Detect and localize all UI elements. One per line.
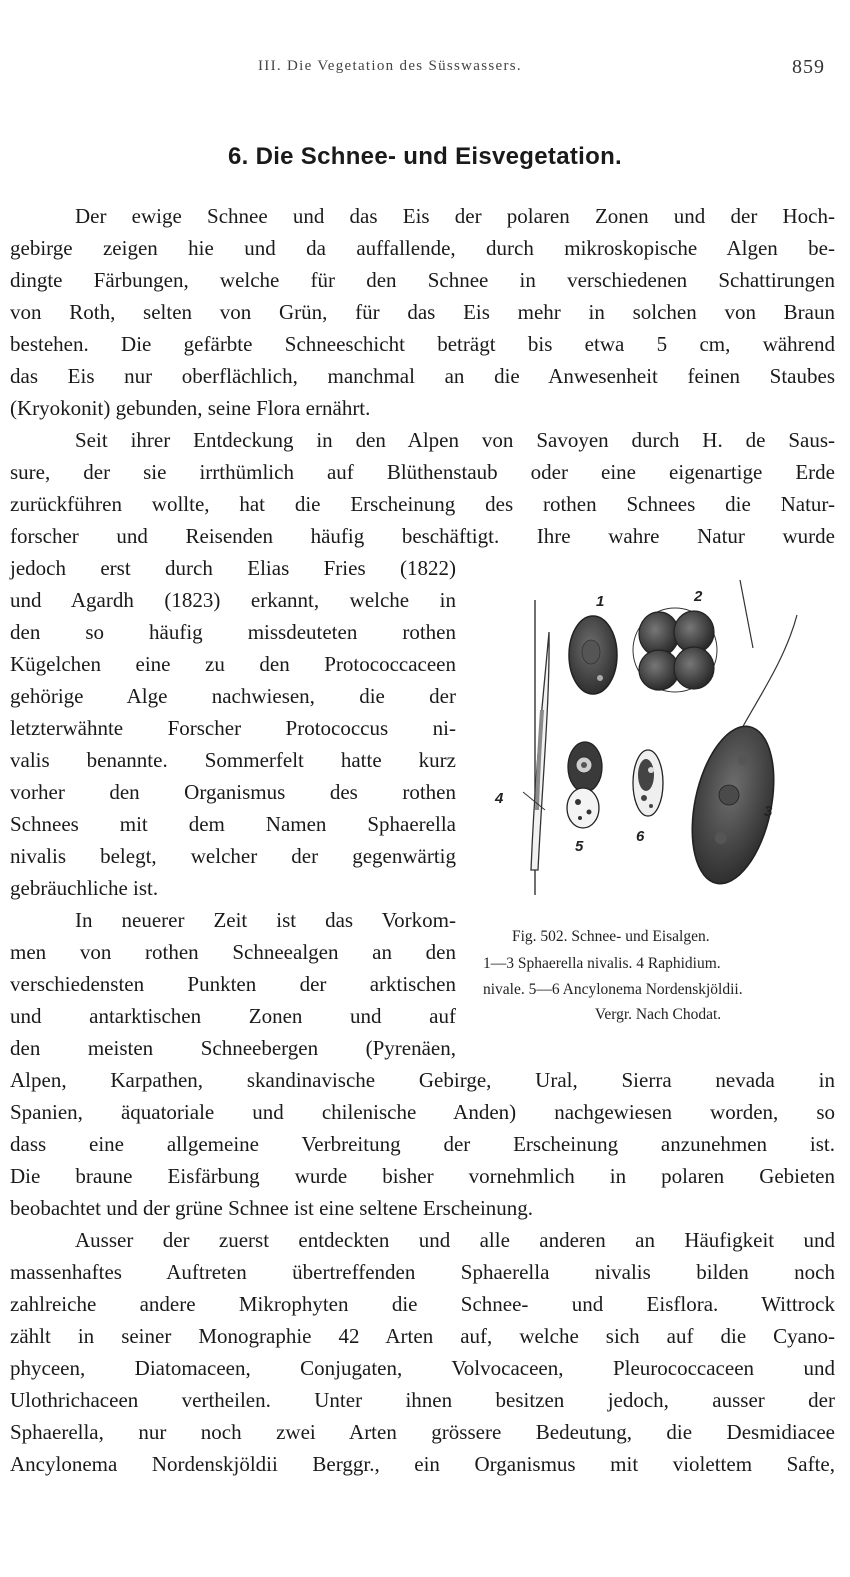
text-line: Spanien, äquatoriale und chilenische Anden) nachgewiesen worden, so (10, 1100, 835, 1124)
figure-label-5: 5 (575, 838, 584, 855)
text-line: Ancylonema Nordenskjöldii Berggr., ein Organismus mit violettem Safte, (10, 1452, 835, 1476)
text-line: vorher den Organismus des rothen (10, 780, 456, 804)
text-line: von Roth, selten von Grün, für das Eis mehr in solchen von Braun (10, 300, 835, 324)
text-line: Alpen, Karpathen, skandinavische Gebirge, Ural, Sierra nevada in (10, 1068, 835, 1092)
section-heading: 6. Die Schnee- und Eisvegetation. (228, 143, 622, 170)
running-title: III. Die Vegetation des Süsswassers. (258, 58, 522, 74)
text-line: dass eine allgemeine Verbreitung der Erscheinung anzunehmen ist. (10, 1132, 835, 1156)
text-line: gebirge zeigen hie und da auffallende, durch mikroskopische Algen be- (10, 236, 835, 260)
text-line: Ulothrichaceen vertheilen. Unter ihnen besitzen jedoch, ausser der (10, 1388, 835, 1412)
text-line: sure, der sie irrthümlich auf Blüthenstaub oder eine eigenartige Erde (10, 460, 835, 484)
figure-label-6: 6 (636, 828, 645, 845)
running-head (0, 56, 850, 86)
text-line: verschiedensten Punkten der arktischen (10, 972, 456, 996)
text-line: zahlreiche andere Mikrophyten die Schnee- und Eisflora. Wittrock (10, 1292, 835, 1316)
figure-label-3: 3 (764, 803, 773, 820)
text-line: den meisten Schneebergen (Pyrenäen, (10, 1036, 456, 1060)
specimen-ancylonema-6 (633, 750, 663, 816)
text-line: Seit ihrer Entdeckung in den Alpen von Savoyen durch H. de Saus- (75, 428, 835, 452)
figure-label-1: 1 (596, 593, 605, 610)
text-line: nivalis belegt, welcher der gegenwärtig (10, 844, 456, 868)
text-line: phyceen, Diatomaceen, Conjugaten, Volvocaceen, Pleurococcaceen und (10, 1356, 835, 1380)
text-line: zurückführen wollte, hat die Erscheinung des rothen Schnees die Natur- (10, 492, 835, 516)
caption-line: nivale. 5—6 Ancylonema Nordenskjöldii. (483, 981, 743, 998)
text-line: valis benannte. Sommerfelt hatte kurz (10, 748, 456, 772)
text-line: forscher und Reisenden häufig beschäftigt. Ihre wahre Natur wurde (10, 524, 835, 548)
text-line: massenhaftes Auftreten übertreffenden Sphaerella nivalis bilden noch (10, 1260, 835, 1284)
text-line: Kügelchen eine zu den Protococcaceen (10, 652, 456, 676)
text-line: gebräuchliche ist. (10, 876, 159, 900)
page-number: 859 (792, 56, 825, 78)
text-line: Die braune Eisfärbung wurde bisher vornehmlich in polaren Gebieten (10, 1164, 835, 1188)
text-line: In neuerer Zeit ist das Vorkom- (75, 908, 456, 932)
figure-label-2: 2 (694, 588, 703, 605)
specimen-ancylonema-5 (567, 742, 602, 828)
text-line: Ausser der zuerst entdeckten und alle anderen an Häufigkeit und (75, 1228, 835, 1252)
text-line: men von rothen Schneealgen an den (10, 940, 456, 964)
text-line: beobachtet und der grüne Schnee ist eine seltene Erscheinung. (10, 1196, 534, 1220)
text-line: bestehen. Die gefärbte Schneeschicht beträgt bis etwa 5 cm, während (10, 332, 835, 356)
specimen-sphaerella-2 (633, 580, 753, 692)
text-line: dingte Färbungen, welche für den Schnee in verschiedenen Schattirungen (10, 268, 835, 292)
figure-label-4: 4 (495, 790, 504, 807)
algae-drawing (505, 570, 840, 915)
specimen-raphidium (523, 632, 549, 870)
caption-line: 1—3 Sphaerella nivalis. 4 Raphidium. (483, 955, 721, 972)
specimen-sphaerella-1 (569, 616, 617, 694)
text-line: und Agardh (1823) erkannt, welche in (10, 588, 456, 612)
text-line: und antarktischen Zonen und auf (10, 1004, 456, 1028)
text-line: zählt in seiner Monographie 42 Arten auf, welche sich auf die Cyano- (10, 1324, 835, 1348)
text-line: (Kryokonit) gebunden, seine Flora ernährt. (10, 396, 371, 420)
text-line: das Eis nur oberflächlich, manchmal an die Anwesenheit feinen Staubes (10, 364, 835, 388)
figure-illustration (495, 570, 840, 915)
text-line: jedoch erst durch Elias Fries (1822) (10, 556, 456, 580)
text-line: gehörige Alge nachwiesen, die der (10, 684, 456, 708)
caption-line: Vergr. Nach Chodat. (594, 1006, 722, 1023)
text-line: Sphaerella, nur noch zwei Arten grössere Bedeutung, die Desmidiacee (10, 1420, 835, 1444)
caption-line: Fig. 502. Schnee- und Eisalgen. (512, 928, 710, 945)
text-line: letzterwähnte Forscher Protococcus ni- (10, 716, 456, 740)
text-line: den so häufig missdeuteten rothen (10, 620, 456, 644)
text-line: Der ewige Schnee und das Eis der polaren Zonen und der Hoch- (75, 204, 835, 228)
text-line: Schnees mit dem Namen Sphaerella (10, 812, 456, 836)
